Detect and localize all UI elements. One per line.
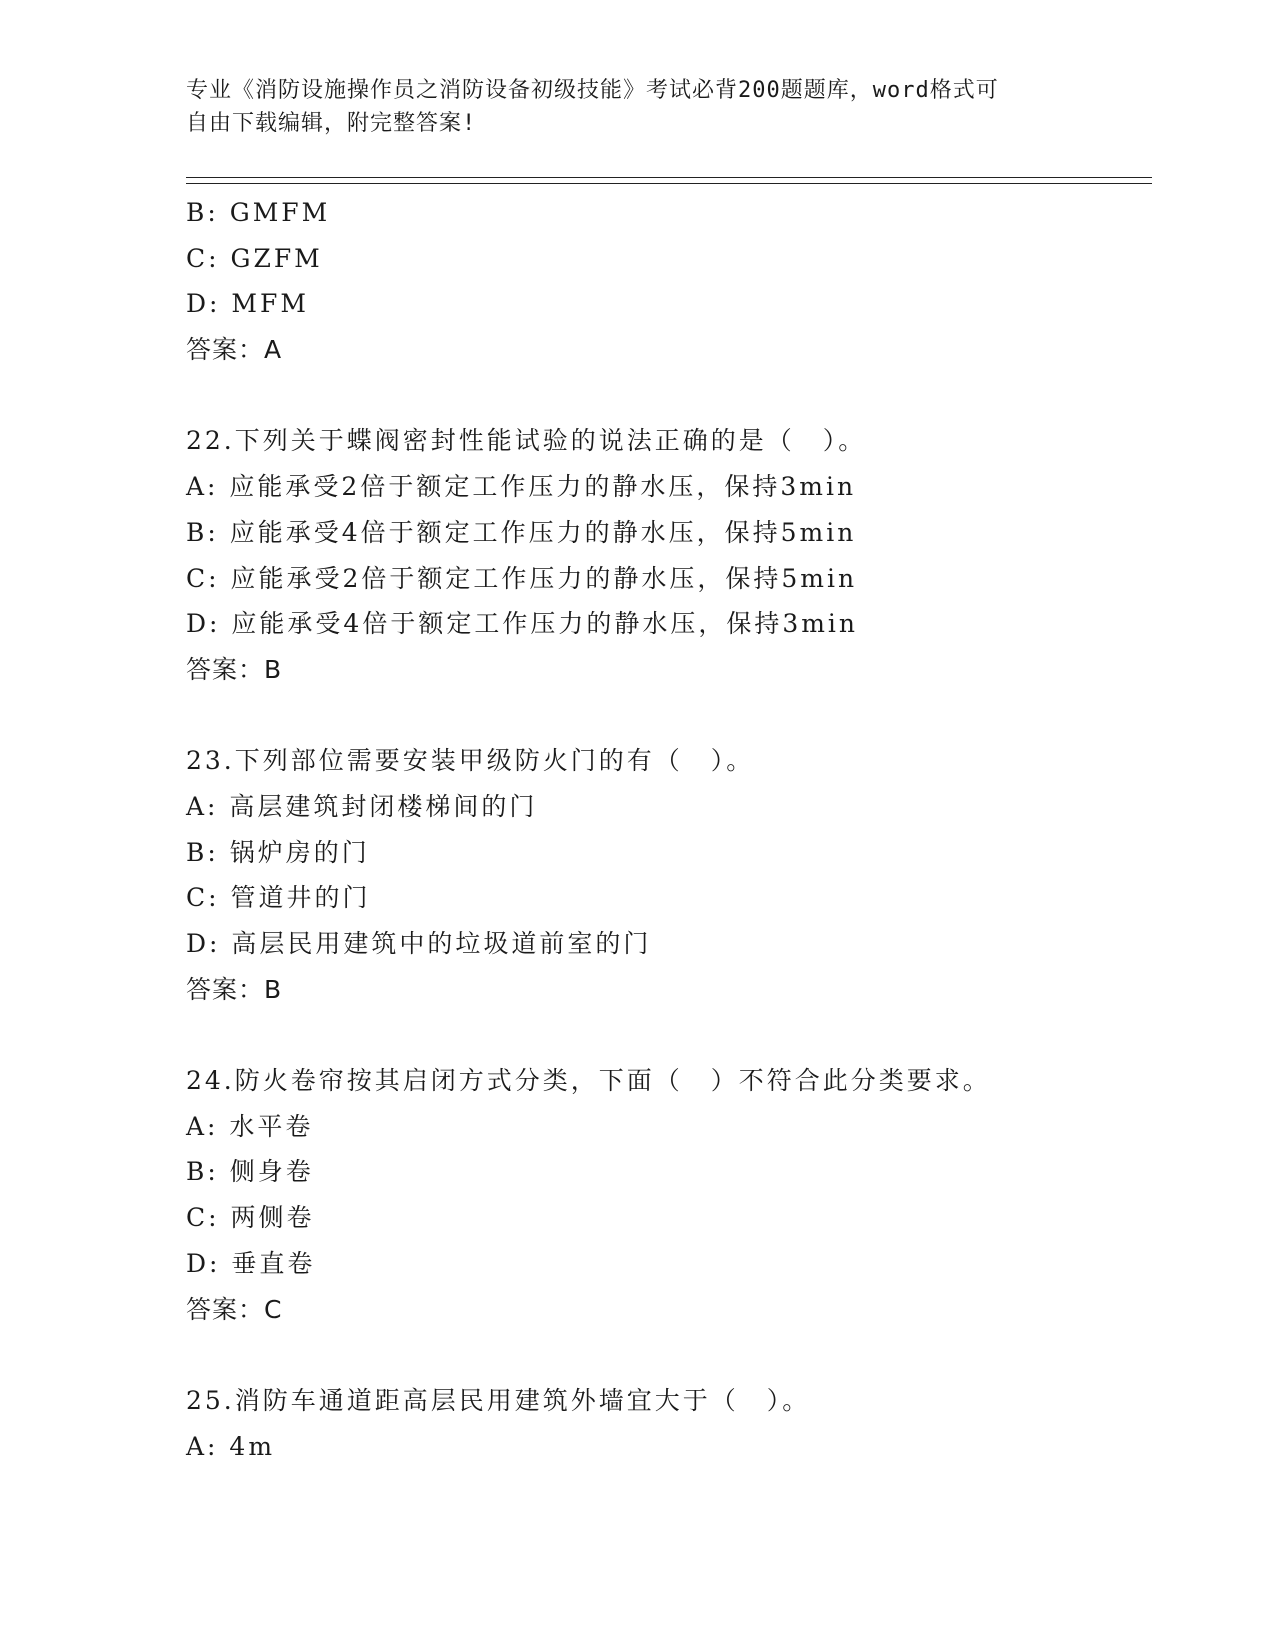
option-c: C: 两侧卷 [186, 1203, 315, 1233]
option-b: B: 锅炉房的门 [186, 837, 370, 867]
spacer [186, 1012, 1136, 1058]
question-text: 25.消防车通道距高层民用建筑外墙宜大于（ ）。 [186, 1385, 811, 1415]
answer: 答案：A [186, 335, 283, 365]
option-b: B: 侧身卷 [186, 1157, 314, 1187]
answer: 答案：C [186, 1294, 283, 1324]
answer: 答案：B [186, 974, 283, 1004]
option-b: B: 应能承受4倍于额定工作压力的静水压，保持5min [186, 517, 857, 547]
question-22 [186, 418, 1136, 692]
spacer [186, 693, 1136, 739]
option-d: D: 应能承受4倍于额定工作压力的静水压，保持3min [186, 609, 859, 639]
option-c: C: 应能承受2倍于额定工作压力的静水压，保持5min [186, 563, 858, 593]
header-title-line-2: 自由下载编辑，附完整答案! [186, 111, 477, 136]
question-23 [186, 738, 1136, 1012]
option-a: A: 4m [186, 1431, 276, 1461]
answer: 答案：B [186, 654, 283, 684]
question-list [186, 190, 1136, 1469]
question-text: 24.防火卷帘按其启闭方式分类，下面（ ）不符合此分类要求。 [186, 1066, 991, 1096]
option-a: A: 应能承受2倍于额定工作压力的静水压，保持3min [186, 472, 857, 502]
question-text: 22.下列关于蝶阀密封性能试验的说法正确的是（ ）。 [186, 426, 867, 456]
option-b: B: GMFM [186, 198, 331, 227]
option-a: A: 水平卷 [186, 1111, 314, 1141]
option-a: A: 高层建筑封闭楼梯间的门 [186, 791, 538, 821]
question-21-tail [186, 190, 1136, 373]
question-text: 23.下列部位需要安装甲级防火门的有（ ）。 [186, 746, 755, 776]
question-25 [186, 1378, 1136, 1469]
spacer [186, 1332, 1136, 1378]
header-divider-top [186, 177, 1152, 178]
option-d: D: 高层民用建筑中的垃圾道前室的门 [186, 929, 652, 958]
header-title-line-1: 专业《消防设施操作员之消防设备初级技能》考试必背200题题库，word格式可 [186, 78, 999, 103]
option-c: C: 管道井的门 [186, 883, 371, 913]
option-d: D: MFM [186, 289, 309, 319]
option-c: C: GZFM [186, 243, 323, 273]
header-divider-bottom [186, 183, 1152, 184]
document-header [186, 74, 1076, 140]
question-24 [186, 1058, 1136, 1332]
option-d: D: 垂直卷 [186, 1248, 316, 1278]
spacer [186, 373, 1136, 419]
